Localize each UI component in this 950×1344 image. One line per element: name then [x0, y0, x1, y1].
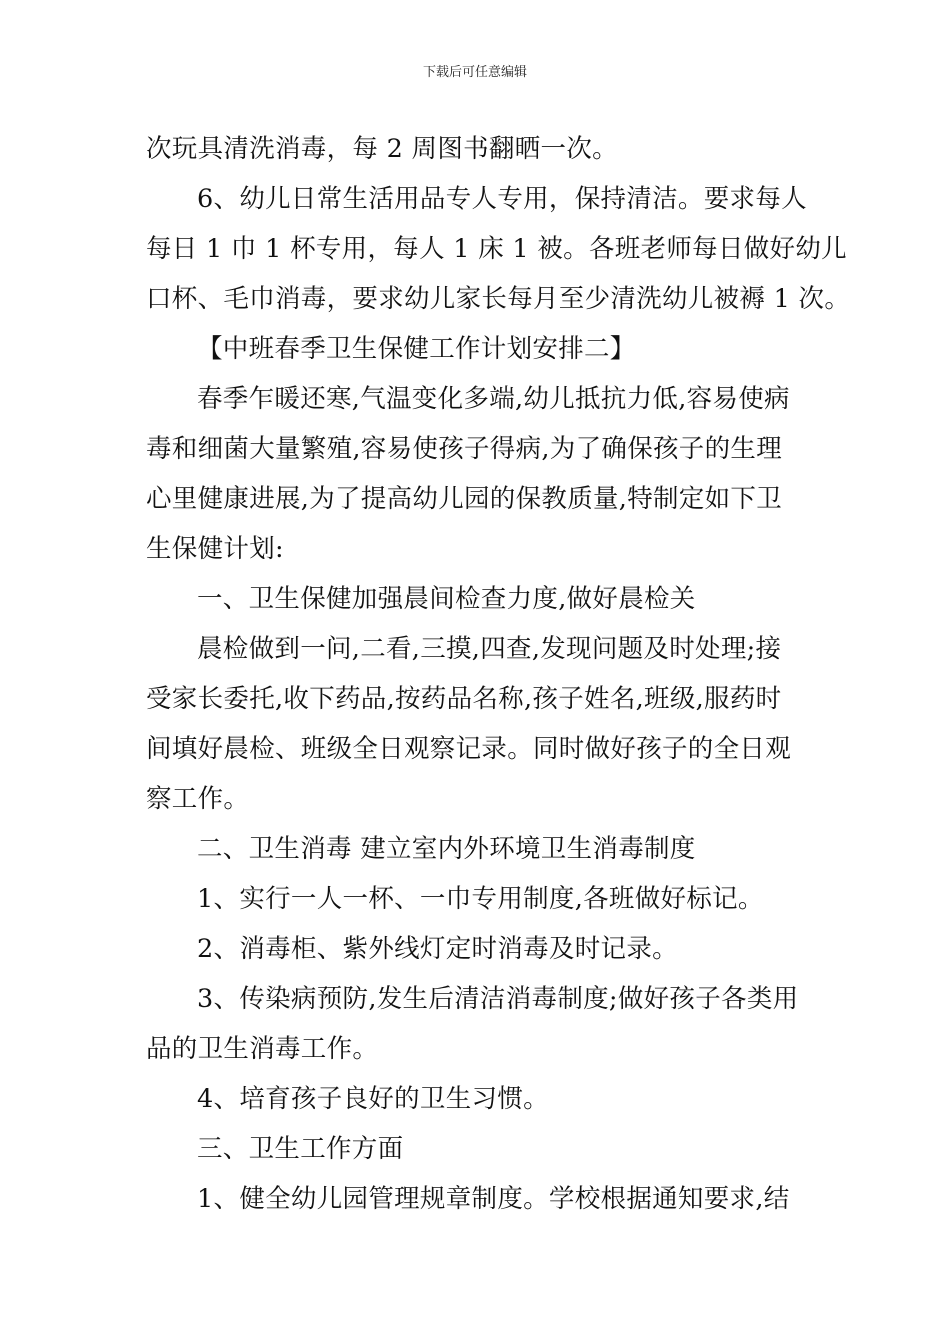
subsection-heading: 一、卫生保健加强晨间检查力度,做好晨检关	[197, 584, 696, 614]
list-item: 1、健全幼儿园管理规章制度。学校根据通知要求,结	[197, 1184, 790, 1214]
paragraph-line: 每日 1 巾 1 杯专用，每人 1 床 1 被。各班老师每日做好幼儿	[146, 234, 847, 264]
paragraph-line: 春季乍暖还寒,气温变化多端,幼儿抵抗力低,容易使病	[197, 384, 790, 414]
paragraph-line: 察工作。	[146, 784, 250, 814]
paragraph-line: 受家长委托,收下药品,按药品名称,孩子姓名,班级,服药时	[146, 684, 782, 714]
document-body	[146, 124, 851, 1224]
subsection-heading: 三、卫生工作方面	[197, 1134, 404, 1164]
list-item: 2、消毒柜、紫外线灯定时消毒及时记录。	[197, 934, 678, 964]
paragraph-line: 口杯、毛巾消毒，要求幼儿家长每月至少清洗幼儿被褥 1 次。	[146, 284, 851, 314]
paragraph-line: 生保健计划:	[146, 534, 284, 564]
paragraph-line: 品的卫生消毒工作。	[146, 1034, 379, 1064]
section-heading: 【中班春季卫生保健工作计划安排二】	[197, 334, 636, 364]
page-header: 下载后可任意编辑	[422, 65, 527, 80]
paragraph-line: 毒和细菌大量繁殖,容易使孩子得病,为了确保孩子的生理	[146, 434, 783, 464]
list-item: 4、培育孩子良好的卫生习惯。	[197, 1084, 549, 1114]
paragraph-line: 次玩具清洗消毒，每 2 周图书翻晒一次。	[146, 134, 618, 164]
subsection-heading: 二、卫生消毒 建立室内外环境卫生消毒制度	[197, 834, 696, 864]
list-item: 1、实行一人一杯、一巾专用制度,各班做好标记。	[197, 884, 764, 914]
list-item: 3、传染病预防,发生后清洁消毒制度;做好孩子各类用	[197, 984, 799, 1014]
paragraph-line: 间填好晨检、班级全日观察记录。同时做好孩子的全日观	[146, 734, 792, 764]
paragraph-line: 心里健康进展,为了提高幼儿园的保教质量,特制定如下卫	[146, 484, 783, 514]
paragraph-line: 晨检做到一问,二看,三摸,四查,发现问题及时处理;接	[197, 634, 782, 664]
paragraph-line: 6、幼儿日常生活用品专人专用，保持清洁。要求每人	[197, 184, 807, 214]
